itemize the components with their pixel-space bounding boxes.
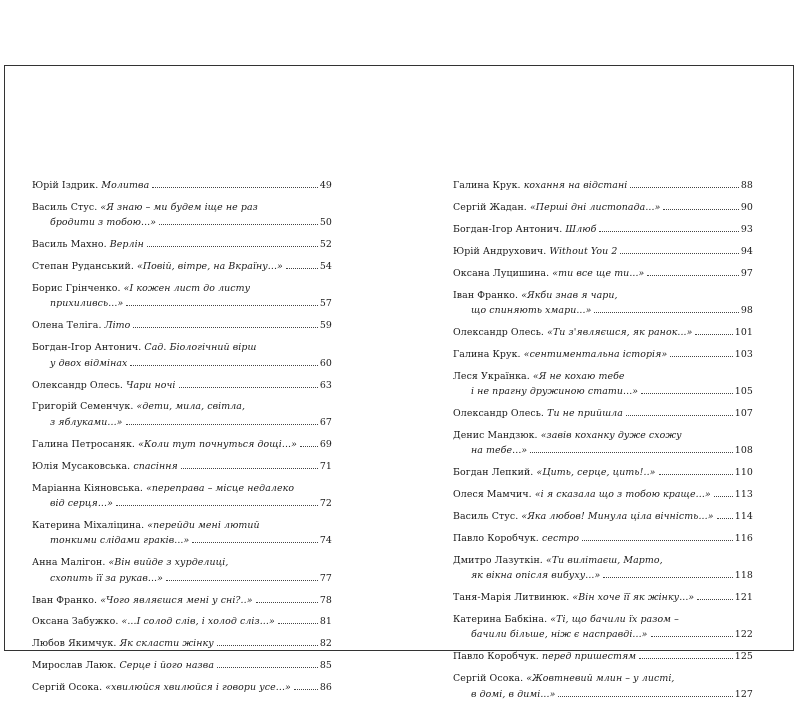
leader-dots — [256, 602, 318, 603]
toc-title-continued: з яблуками...» — [50, 416, 123, 428]
toc-title-continued: прихиливсь...» — [50, 298, 124, 310]
toc-entry — [453, 244, 753, 259]
leader-dots — [582, 540, 733, 541]
toc-entry-text — [32, 318, 130, 333]
toc-entry-line — [453, 553, 753, 568]
toc-author: Сергій Осока. — [453, 673, 524, 685]
toc-title-continued: в домі, в димі...» — [471, 688, 556, 700]
toc-entry-text — [453, 487, 711, 502]
toc-entry-line — [453, 288, 753, 303]
toc-title: «Якби знав я чари, — [521, 289, 618, 301]
leader-dots — [286, 268, 318, 269]
toc-entry-text — [453, 222, 596, 237]
toc-entry — [32, 481, 332, 512]
toc-entry-line — [32, 378, 332, 393]
toc-entry-line — [32, 496, 332, 511]
toc-title: «перейди мені лютий — [147, 519, 260, 531]
toc-title-continued: як вікна опісля вибуху...» — [471, 570, 601, 582]
toc-entry-line — [32, 658, 332, 673]
leader-dots — [278, 623, 318, 624]
toc-title: кохання на відстані — [523, 180, 628, 191]
toc-author: Таня-Марія Литвинюк. — [453, 592, 570, 604]
toc-author: Богдан-Ігор Антонич. — [32, 342, 142, 354]
toc-title: «І кожен лист до листу — [123, 283, 251, 295]
leader-dots — [159, 224, 318, 225]
toc-entry — [453, 178, 753, 193]
toc-author: Олександр Олесь. — [32, 379, 124, 391]
toc-entry-text — [453, 244, 617, 259]
leader-dots — [620, 253, 738, 254]
leader-dots — [599, 231, 738, 232]
toc-entry — [453, 222, 753, 237]
toc-page-number: 97 — [740, 267, 753, 279]
leader-dots — [594, 312, 738, 313]
toc-entry-text — [32, 658, 214, 673]
toc-entry-line — [32, 593, 332, 608]
toc-entry — [453, 200, 753, 215]
toc-title: «Коли тут почнуться дощі...» — [138, 438, 297, 450]
toc-title: Літо — [104, 320, 131, 332]
toc-entry-line — [32, 481, 332, 496]
toc-entry — [32, 200, 332, 231]
toc-entry-text — [32, 437, 297, 452]
toc-author: Василь Стус. — [453, 511, 519, 522]
toc-page-number: 85 — [319, 660, 332, 672]
leader-dots — [639, 658, 733, 659]
leader-dots — [663, 209, 738, 210]
toc-title: «Яка любов! Минула ціла вічність...» — [521, 511, 714, 522]
leader-dots — [530, 452, 733, 453]
toc-author: Іван Франко. — [32, 594, 98, 606]
toc-entry-line — [32, 399, 332, 414]
toc-page-number: 60 — [319, 357, 332, 369]
leader-dots — [192, 542, 318, 543]
toc-entry-text — [453, 465, 656, 480]
toc-author: Юрій Іздрик. — [32, 180, 99, 191]
leader-dots — [626, 415, 733, 416]
toc-title: «Я не кохаю тебе — [532, 370, 625, 382]
toc-title: «сентиментальна історія» — [523, 348, 668, 360]
toc-entry-text — [32, 614, 275, 629]
toc-entry-line — [453, 428, 753, 443]
toc-page-number: 49 — [319, 180, 332, 191]
toc-entry — [453, 406, 753, 421]
toc-entry — [32, 658, 332, 673]
toc-author: Оксана Луцишина. — [453, 267, 550, 279]
toc-entry-line — [453, 687, 753, 702]
toc-entry — [32, 593, 332, 608]
toc-entry-line — [32, 415, 332, 430]
toc-entry-line — [32, 636, 332, 651]
toc-entry-text — [32, 178, 149, 193]
toc-title-continued: схопить її за рукав...» — [50, 572, 163, 584]
toc-entry-text — [453, 200, 660, 215]
leader-dots — [126, 305, 318, 306]
toc-entry — [453, 649, 753, 664]
toc-entry-line — [453, 487, 753, 502]
toc-author: Борис Грінченко. — [32, 283, 121, 295]
toc-entry-line — [453, 465, 753, 480]
toc-entry — [453, 288, 753, 319]
toc-author: Юрій Андрухович. — [453, 245, 547, 257]
toc-page-number: 72 — [319, 498, 332, 509]
toc-entry-line — [453, 369, 753, 384]
toc-entry-line — [32, 259, 332, 274]
toc-entry-line — [453, 649, 753, 664]
toc-entry-line — [453, 347, 753, 362]
toc-page-number: 67 — [319, 416, 332, 428]
toc-page-number: 52 — [319, 239, 332, 251]
toc-title-continued: тонкими слідами граків...» — [50, 535, 190, 547]
leader-dots — [630, 187, 739, 188]
toc-entry-line — [32, 533, 332, 548]
toc-title: «Він вийде з хурделиці, — [108, 557, 229, 569]
toc-author: Павло Коробчук. — [453, 532, 539, 544]
leader-dots — [641, 393, 733, 394]
toc-title: «дети, мила, світла, — [136, 401, 246, 413]
toc-entry-text — [32, 459, 178, 474]
leader-dots — [717, 518, 733, 519]
toc-entry-text — [453, 347, 667, 362]
leader-dots — [294, 689, 318, 690]
toc-entry-text — [453, 178, 627, 193]
toc-title-continued: на тебе...» — [471, 445, 528, 457]
toc-page-number: 59 — [319, 320, 332, 332]
toc-entry — [32, 518, 332, 549]
toc-title: Without You 2 — [549, 245, 618, 257]
toc-entry-line — [453, 509, 753, 524]
toc-title-continued: бачили більше, ніж є насправді...» — [471, 629, 648, 641]
toc-entry — [453, 612, 753, 643]
leader-dots — [147, 246, 318, 247]
toc-author: Любов Якимчук. — [32, 638, 117, 650]
toc-entry — [32, 399, 332, 430]
toc-author: Василь Махно. — [32, 239, 107, 251]
toc-entry-line — [32, 356, 332, 371]
leader-dots — [217, 667, 318, 668]
toc-entry — [32, 636, 332, 651]
toc-entry — [453, 671, 753, 702]
toc-page-number: 77 — [319, 572, 332, 584]
toc-title: «...І солод слів, і холод сліз...» — [121, 616, 275, 628]
toc-author: Олеся Мамчич. — [453, 489, 532, 501]
toc-title: «Ті, що бачили їх разом – — [550, 614, 679, 626]
toc-page-number: 90 — [740, 201, 753, 213]
toc-title: сестро — [541, 532, 580, 544]
toc-entry-line — [453, 627, 753, 642]
toc-title: «Цить, серце, цить!..» — [536, 467, 656, 479]
toc-page-number: 71 — [319, 460, 332, 472]
toc-title: «Я знаю – ми будем іще не раз — [100, 201, 258, 213]
toc-entry-text — [453, 509, 714, 524]
leader-dots — [670, 356, 733, 357]
toc-page-number: 78 — [319, 594, 332, 606]
toc-page-number: 86 — [319, 682, 332, 694]
toc-entry-line — [32, 437, 332, 452]
toc-page-number: 113 — [734, 489, 753, 501]
toc-author: Юлія Мусаковська. — [32, 460, 131, 472]
toc-author: Василь Стус. — [32, 201, 98, 213]
toc-author: Оксана Забужко. — [32, 616, 119, 628]
toc-entry-line — [453, 443, 753, 458]
toc-entry — [453, 553, 753, 584]
toc-entry-line — [453, 222, 753, 237]
toc-entry-line — [32, 459, 332, 474]
toc-entry-line — [453, 406, 753, 421]
leader-dots — [603, 577, 732, 578]
toc-page-number: 125 — [734, 651, 753, 663]
toc-page-number: 74 — [319, 535, 332, 547]
toc-page-number: 82 — [319, 638, 332, 650]
toc-author: Маріанна Кіяновська. — [32, 482, 143, 494]
toc-page-number: 110 — [734, 467, 753, 479]
toc-entry-text — [32, 636, 214, 651]
toc-page-number: 63 — [319, 379, 332, 391]
toc-entry-line — [453, 178, 753, 193]
toc-author: Катерина Міхаліцина. — [32, 519, 145, 531]
leader-dots — [152, 187, 318, 188]
toc-title: Ти не прийшла — [547, 407, 623, 419]
toc-page-number: 88 — [740, 180, 753, 191]
toc-entry-text — [453, 590, 694, 605]
toc-page-number: 54 — [319, 261, 332, 273]
toc-entry — [453, 465, 753, 480]
toc-entry-line — [453, 612, 753, 627]
toc-title: Сад. Біологічний вірш — [144, 342, 257, 354]
toc-page-number: 69 — [319, 438, 332, 450]
toc-page-number: 81 — [319, 616, 332, 628]
toc-page-number: 108 — [734, 445, 753, 457]
toc-author: Катерина Бабкіна. — [453, 614, 548, 626]
toc-title: Серце і його назва — [119, 660, 215, 672]
toc-author: Григорій Семенчук. — [32, 401, 134, 413]
toc-entry-text — [453, 266, 644, 281]
toc-entry — [32, 555, 332, 586]
leader-dots — [647, 275, 738, 276]
toc-author: Богдан-Ігор Антонич. — [453, 223, 563, 235]
toc-left-column — [32, 178, 332, 696]
toc-author: Денис Мандзюк. — [453, 429, 538, 441]
leader-dots — [697, 599, 733, 600]
toc-entry — [32, 178, 332, 193]
toc-entry-line — [32, 215, 332, 230]
toc-entry-line — [453, 568, 753, 583]
toc-entry-text — [32, 378, 176, 393]
toc-entry — [32, 318, 332, 333]
toc-page-number: 94 — [740, 245, 753, 257]
toc-entry-line — [453, 200, 753, 215]
toc-page-number: 122 — [734, 629, 753, 641]
toc-page-number: 101 — [734, 326, 753, 338]
toc-entry-line — [453, 244, 753, 259]
toc-title: Як скласти жінку — [119, 638, 214, 650]
leader-dots — [179, 387, 318, 388]
toc-author: Анна Малігон. — [32, 557, 106, 569]
toc-author: Іван Франко. — [453, 289, 519, 301]
toc-author: Леся Українка. — [453, 370, 530, 382]
toc-title: Шлюб — [565, 223, 597, 235]
leader-dots — [217, 645, 318, 646]
toc-entry — [453, 487, 753, 502]
book-page — [4, 65, 794, 700]
toc-author: Богдан Лепкий. — [453, 467, 534, 479]
toc-entry-line — [32, 680, 332, 695]
toc-title: «Повій, вітре, на Вкраїну...» — [137, 261, 283, 273]
toc-author: Галина Петросаняк. — [32, 438, 136, 450]
toc-title-continued: і не прагну дружиною стати...» — [471, 386, 639, 398]
leader-dots — [126, 424, 318, 425]
toc-page-number: 57 — [319, 298, 332, 310]
toc-entry-text — [453, 531, 579, 546]
toc-title: Молитва — [101, 180, 150, 191]
leader-dots — [651, 636, 733, 637]
toc-page-number: 105 — [734, 386, 753, 398]
toc-title: Верлін — [109, 239, 144, 251]
toc-entry-line — [453, 671, 753, 686]
toc-title: «і я сказала що з тобою краще...» — [534, 489, 711, 501]
toc-title: Чари ночі — [126, 379, 176, 391]
toc-title: «Жовтневий млин – у листі, — [526, 673, 675, 685]
toc-page-number: 107 — [734, 407, 753, 419]
toc-entry-line — [453, 266, 753, 281]
toc-author: Олександр Олесь. — [453, 407, 545, 419]
toc-entry-text — [453, 325, 692, 340]
toc-author: Олена Теліга. — [32, 320, 102, 332]
leader-dots — [133, 327, 317, 328]
toc-entry-line — [32, 518, 332, 533]
toc-entry-text — [453, 406, 623, 421]
toc-entry-line — [32, 200, 332, 215]
toc-entry — [32, 680, 332, 695]
toc-page-number: 103 — [734, 348, 753, 360]
toc-author: Олександр Олесь. — [453, 326, 545, 338]
toc-entry-line — [453, 325, 753, 340]
toc-entry-line — [453, 303, 753, 318]
toc-entry — [32, 378, 332, 393]
toc-entry — [453, 347, 753, 362]
toc-title: «Чого являєшся мені у сні?..» — [100, 594, 253, 606]
toc-entry — [453, 531, 753, 546]
toc-title: «Перші дні листопада...» — [529, 201, 661, 213]
toc-entry-text — [32, 680, 291, 695]
toc-entry-line — [32, 237, 332, 252]
toc-author: Сергій Осока. — [32, 682, 103, 694]
toc-entry — [32, 237, 332, 252]
toc-author: Галина Крук. — [453, 180, 521, 191]
toc-author: Галина Крук. — [453, 348, 521, 360]
toc-entry-text — [453, 649, 636, 664]
toc-entry-line — [32, 281, 332, 296]
leader-dots — [695, 334, 732, 335]
toc-page-number: 114 — [734, 511, 753, 522]
toc-entry-line — [32, 178, 332, 193]
toc-page-number: 121 — [734, 592, 753, 604]
toc-entry-line — [32, 555, 332, 570]
toc-entry — [32, 281, 332, 312]
toc-entry-line — [32, 296, 332, 311]
toc-entry — [453, 266, 753, 281]
toc-title: спасіння — [133, 460, 178, 472]
toc-entry — [32, 259, 332, 274]
toc-title: «Ти вилітаєш, Марто, — [545, 554, 663, 566]
toc-entry — [32, 437, 332, 452]
toc-title-continued: що спиняють хмари...» — [471, 304, 592, 316]
toc-page-number: 116 — [734, 532, 753, 544]
toc-entry-text — [32, 237, 144, 252]
toc-title: «Ти з'являєшся, як ранок...» — [547, 326, 693, 338]
toc-page-number: 93 — [740, 223, 753, 235]
toc-title: «хвилюйся хвилюйся і говори усе...» — [105, 682, 291, 694]
toc-entry-line — [453, 384, 753, 399]
toc-page-number: 98 — [740, 304, 753, 316]
toc-entry-line — [453, 590, 753, 605]
leader-dots — [181, 468, 318, 469]
toc-author: Павло Коробчук. — [453, 651, 539, 663]
toc-author: Степан Руданський. — [32, 261, 134, 273]
toc-right-column — [453, 178, 753, 702]
leader-dots — [166, 580, 318, 581]
toc-entry-line — [453, 531, 753, 546]
toc-page-number: 118 — [734, 570, 753, 582]
toc-author: Сергій Жадан. — [453, 201, 527, 213]
toc-entry — [453, 509, 753, 524]
toc-entry-text — [32, 259, 283, 274]
toc-title: «ти все ще ти...» — [552, 267, 645, 279]
toc-title: «завів коханку дуже схожу — [540, 429, 682, 441]
toc-author: Мирослав Лаюк. — [32, 660, 117, 672]
leader-dots — [116, 505, 318, 506]
toc-entry-line — [32, 318, 332, 333]
toc-title-continued: від серця...» — [50, 498, 113, 509]
toc-title: «Він хоче її як жінку...» — [572, 592, 695, 604]
toc-entry — [32, 459, 332, 474]
leader-dots — [558, 696, 732, 697]
toc-entry-text — [32, 593, 253, 608]
toc-title: «переправа – місце недалеко — [146, 482, 295, 494]
toc-title-continued: у двох відмінах — [50, 357, 128, 369]
leader-dots — [659, 474, 733, 475]
leader-dots — [714, 496, 733, 497]
toc-entry — [32, 340, 332, 371]
toc-entry-line — [32, 571, 332, 586]
leader-dots — [130, 365, 317, 366]
toc-entry — [32, 614, 332, 629]
toc-page-number: 127 — [734, 688, 753, 700]
toc-author: Дмитро Лазуткін. — [453, 554, 543, 566]
toc-entry — [453, 590, 753, 605]
toc-entry — [453, 325, 753, 340]
toc-entry — [453, 428, 753, 459]
toc-entry-line — [32, 340, 332, 355]
toc-title-continued: бродити з тобою...» — [50, 217, 157, 229]
toc-title: перед пришестям — [541, 651, 637, 663]
toc-page-number: 50 — [319, 217, 332, 229]
toc-entry — [453, 369, 753, 400]
toc-entry-line — [32, 614, 332, 629]
leader-dots — [300, 446, 318, 447]
